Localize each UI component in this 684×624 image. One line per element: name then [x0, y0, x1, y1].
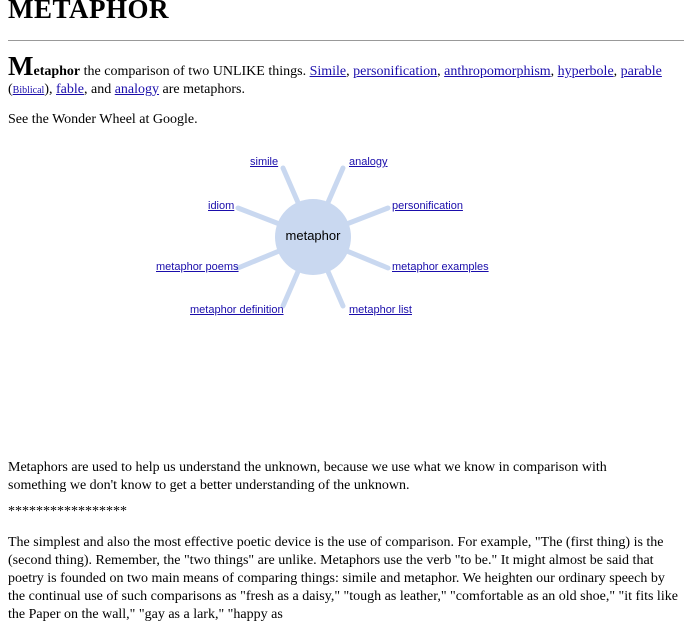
intro-paragraph	[8, 51, 678, 100]
wheel-link-metaphor-poems[interactable]: metaphor poems	[156, 261, 239, 273]
intro-bold-word: etaphor	[33, 64, 81, 79]
page-title: METAPHOR	[8, 0, 169, 24]
intro-text: the comparison of two UNLIKE things.	[80, 64, 310, 79]
unknown-paragraph: Metaphors are used to help us understand the unknown, because we use what we know in comparison with something we don't know to get a better understanding of the unknown.	[8, 460, 607, 493]
link-biblical[interactable]: Biblical	[12, 85, 45, 96]
link-analogy[interactable]: analogy	[114, 82, 160, 97]
wonder-wheel	[0, 150, 684, 330]
stars-divider: *****************	[8, 504, 127, 519]
separator: ,	[613, 64, 621, 79]
separator: ,	[346, 64, 354, 79]
link-personification[interactable]: personification	[353, 64, 438, 79]
wheel-link-metaphor-examples[interactable]: metaphor examples	[392, 261, 489, 273]
wonder-wheel-text: See the Wonder Wheel at Google.	[8, 112, 198, 127]
paren-close: ),	[44, 82, 53, 97]
paren-open: (	[8, 82, 13, 97]
separator: ,	[437, 64, 445, 79]
link-simile[interactable]: Simile	[309, 64, 347, 79]
wheel-link-personification[interactable]: personification	[392, 200, 463, 212]
wheel-link-idiom[interactable]: idiom	[208, 200, 235, 212]
intro-end-text: are metaphors.	[159, 82, 245, 97]
wheel-link-analogy[interactable]: analogy	[349, 156, 388, 168]
link-anthropomorphism[interactable]: anthropomorphism	[444, 64, 551, 79]
separator: ,	[550, 64, 558, 79]
link-parable[interactable]: parable	[620, 64, 662, 79]
link-hyperbole[interactable]: hyperbole	[557, 64, 614, 79]
dropcap-letter: M	[8, 51, 34, 81]
link-fable[interactable]: fable	[56, 82, 84, 97]
wheel-link-simile[interactable]: simile	[250, 156, 279, 168]
comparison-paragraph: The simplest and also the most effective poetic device is the use of comparison. For example, "The (first thing) is the (second thing). Remember, the "two things" are unlike. Metaphors use the verb "to be." It might almost be said that poetry is founded on two main means of comparing things: simile and metaphor. We heighten our ordinary speech by the continual use of such comparisons as "fresh as a daisy," "tough as leather," "comfortable as an old shoe," "it fits like the Paper on the wall," "gay as a lark," "happy as	[8, 535, 678, 622]
horizontal-rule	[8, 40, 684, 41]
wheel-link-metaphor-list[interactable]: metaphor list	[349, 304, 412, 316]
wheel-link-metaphor-definition[interactable]: metaphor definition	[190, 304, 284, 316]
and-text: , and	[84, 82, 115, 97]
wheel-center-label: metaphor	[285, 228, 341, 243]
